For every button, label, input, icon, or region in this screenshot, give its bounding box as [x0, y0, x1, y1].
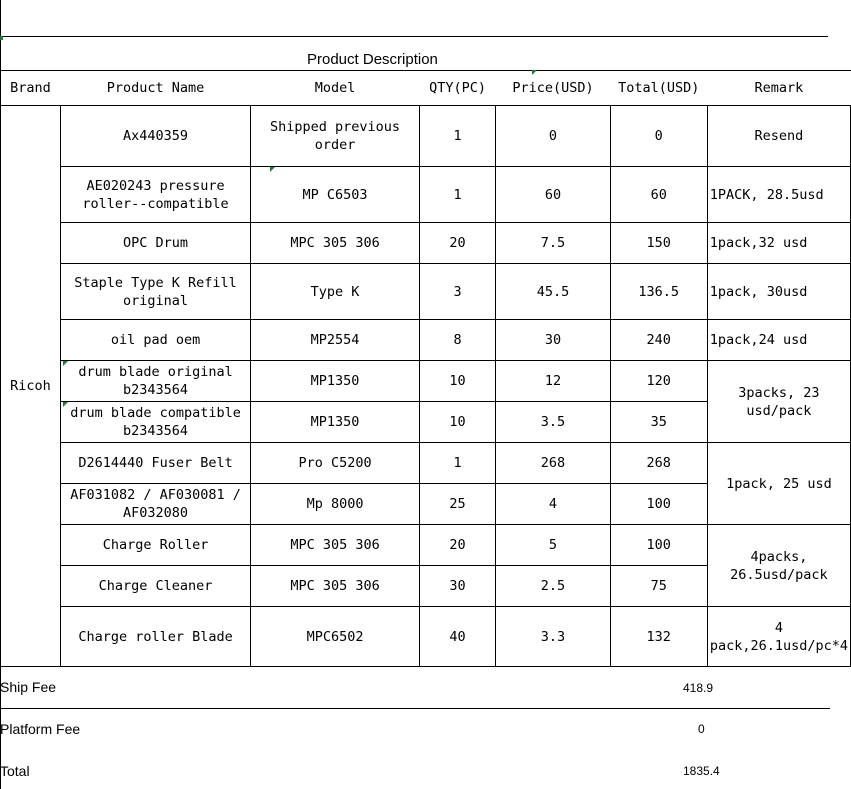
- remark-cell: 4 pack,26.1usd/pc*4: [707, 607, 850, 667]
- ship-fee-label: Ship Fee: [0, 679, 57, 695]
- product-name-cell: AF031082 / AF030081 / AF032080: [60, 484, 251, 525]
- price-cell: 5: [496, 525, 610, 566]
- table-row: [1, 443, 851, 484]
- product-name-cell: Charge Roller: [60, 525, 251, 566]
- total-cell: 120: [610, 361, 707, 402]
- header-qty: QTY(PC): [419, 71, 496, 106]
- remark-cell: 1pack,32 usd: [707, 223, 850, 264]
- remark-cell: 1pack,24 usd: [707, 320, 850, 361]
- model-cell: MPC 305 306: [251, 525, 419, 566]
- qty-cell: 20: [419, 223, 496, 264]
- section-title: Product Description: [307, 51, 438, 68]
- header-product-name: Product Name: [60, 71, 251, 106]
- table-row: [1, 361, 851, 402]
- remark-cell: 3packs, 23 usd/pack: [707, 361, 850, 443]
- qty-cell: 10: [419, 402, 496, 443]
- total-cell: 0: [610, 106, 707, 167]
- model-cell: Pro C5200: [251, 443, 419, 484]
- table-row: [1, 264, 851, 320]
- price-cell: 60: [496, 167, 610, 223]
- total-value: 1835.4: [683, 764, 720, 778]
- price-cell: 0: [496, 106, 610, 167]
- model-cell: Mp 8000: [251, 484, 419, 525]
- total-label: Total: [0, 763, 30, 779]
- product-name-cell: D2614440 Fuser Belt: [60, 443, 251, 484]
- model-cell: MPC 305 306: [251, 223, 419, 264]
- qty-cell: 10: [419, 361, 496, 402]
- model-cell: Type K: [251, 264, 419, 320]
- qty-cell: 1: [419, 443, 496, 484]
- product-name-cell: OPC Drum: [60, 223, 251, 264]
- cell-marker: [63, 361, 68, 366]
- product-name-cell: drum blade compatible b2343564: [60, 402, 251, 443]
- qty-cell: 1: [419, 106, 496, 167]
- header-brand: Brand: [1, 71, 61, 106]
- table-row: [1, 223, 851, 264]
- qty-cell: 8: [419, 320, 496, 361]
- product-name-cell: drum blade original b2343564: [60, 361, 251, 402]
- total-cell: 268: [610, 443, 707, 484]
- remark-cell: 1PACK, 28.5usd: [707, 167, 850, 223]
- table-row: [1, 607, 851, 667]
- cell-marker: [532, 70, 537, 75]
- top-rule: [0, 36, 828, 37]
- product-name-cell: Charge roller Blade: [60, 607, 251, 667]
- remark-cell: 1pack, 25 usd: [707, 443, 850, 525]
- price-cell: 3.5: [496, 402, 610, 443]
- price-cell: 7.5: [496, 223, 610, 264]
- product-name-cell: Ax440359: [60, 106, 251, 167]
- qty-cell: 40: [419, 607, 496, 667]
- product-name-cell: AE020243 pressure roller--compatible: [60, 167, 251, 223]
- platform-fee-value: 0: [698, 722, 705, 736]
- ship-fee-value: 418.9: [683, 681, 714, 695]
- header-model: Model: [251, 71, 419, 106]
- model-cell: Shipped previous order: [251, 106, 419, 167]
- table-row: [1, 167, 851, 223]
- table-row: [1, 525, 851, 566]
- total-cell: 100: [610, 525, 707, 566]
- product-name-cell: Staple Type K Refill original: [60, 264, 251, 320]
- total-cell: 60: [610, 167, 707, 223]
- product-table: [0, 70, 851, 667]
- total-cell: 240: [610, 320, 707, 361]
- price-cell: 2.5: [496, 566, 610, 607]
- total-cell: 75: [610, 566, 707, 607]
- model-cell: MP2554: [251, 320, 419, 361]
- product-name-cell: oil pad oem: [60, 320, 251, 361]
- remark-cell: 4packs, 26.5usd/pack: [707, 525, 850, 607]
- platform-fee-label: Platform Fee: [0, 721, 81, 737]
- model-cell: MPC 305 306: [251, 566, 419, 607]
- cell-marker: [63, 402, 68, 407]
- price-cell: 268: [496, 443, 610, 484]
- brand-cell: Ricoh: [1, 106, 61, 667]
- remark-cell: Resend: [707, 106, 850, 167]
- price-cell: 4: [496, 484, 610, 525]
- table-row: [1, 320, 851, 361]
- total-cell: 132: [610, 607, 707, 667]
- remark-cell: 1pack, 30usd: [707, 264, 850, 320]
- qty-cell: 1: [419, 167, 496, 223]
- total-cell: 100: [610, 484, 707, 525]
- model-cell: MP C6503: [251, 167, 419, 223]
- qty-cell: 20: [419, 525, 496, 566]
- total-cell: 35: [610, 402, 707, 443]
- header-price: Price(USD): [496, 71, 610, 106]
- model-cell: MPC6502: [251, 607, 419, 667]
- total-cell: 136.5: [610, 264, 707, 320]
- cell-marker: [0, 36, 3, 40]
- qty-cell: 30: [419, 566, 496, 607]
- product-name-cell: Charge Cleaner: [60, 566, 251, 607]
- table-row: [1, 106, 851, 167]
- header-row: [1, 71, 851, 106]
- total-cell: 150: [610, 223, 707, 264]
- qty-cell: 25: [419, 484, 496, 525]
- header-total: Total(USD): [610, 71, 707, 106]
- model-cell: MP1350: [251, 402, 419, 443]
- price-cell: 45.5: [496, 264, 610, 320]
- price-cell: 30: [496, 320, 610, 361]
- footer-separator: [0, 708, 830, 709]
- cell-marker: [270, 167, 275, 172]
- qty-cell: 3: [419, 264, 496, 320]
- model-cell: MP1350: [251, 361, 419, 402]
- header-remark: Remark: [707, 71, 850, 106]
- price-cell: 12: [496, 361, 610, 402]
- price-cell: 3.3: [496, 607, 610, 667]
